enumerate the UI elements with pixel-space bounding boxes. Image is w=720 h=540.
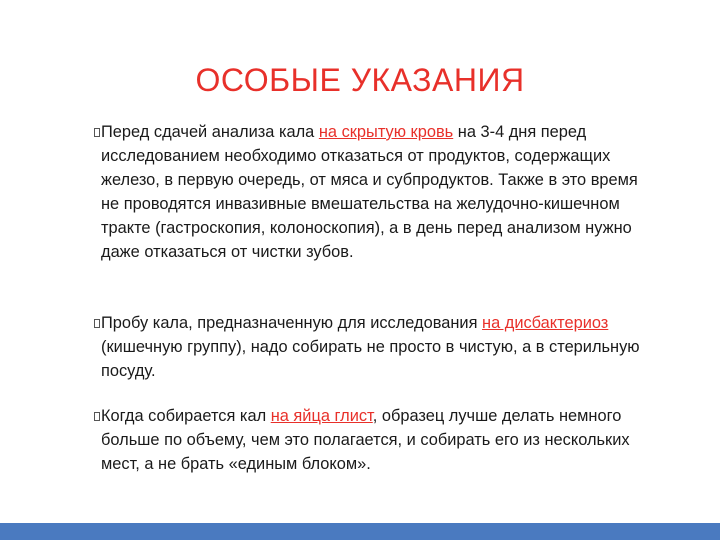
paragraph-text-before: Когда собирается кал [101,407,271,425]
square-bullet-icon [94,412,100,421]
paragraph-dysbacteriosis [101,311,649,383]
link-dysbacteriosis[interactable]: на дисбактериоз [482,314,609,332]
paragraph-text-before: Пробу кала, предназначенную для исследования [101,314,483,332]
paragraph-text-after: (кишечную группу), надо собирать не просто в чистую, а в стерильную посуду. [101,338,640,380]
square-bullet-icon [94,128,100,137]
link-worm-eggs[interactable]: на яйца глист [270,407,373,425]
footer-bar [0,523,720,540]
paragraph-worm-eggs [101,404,649,476]
paragraph-hidden-blood [101,120,649,264]
paragraph-text-after: на 3-4 дня перед исследованием необходимо отказаться от продуктов, содержащих железо, в первую очередь, от мяса и субпродуктов. Также в это время не проводятся инвазивные вмешательства на желудочно-кишечном тракте (гастроскопия, колоноскопия), а в день перед анализом нужно даже отказаться от чистки зубов. [101,123,638,261]
square-bullet-icon [94,319,100,328]
link-hidden-blood[interactable]: на скрытую кровь [318,123,454,141]
slide-title: ОСОБЫЕ УКАЗАНИЯ [195,62,525,98]
paragraph-text-after: , образец лучше делать немного больше по объему, чем это полагается, и собирать его из нескольких мест, а не брать «единым блоком». [101,407,630,473]
paragraph-text-before: Перед сдачей анализа кала [101,123,319,141]
